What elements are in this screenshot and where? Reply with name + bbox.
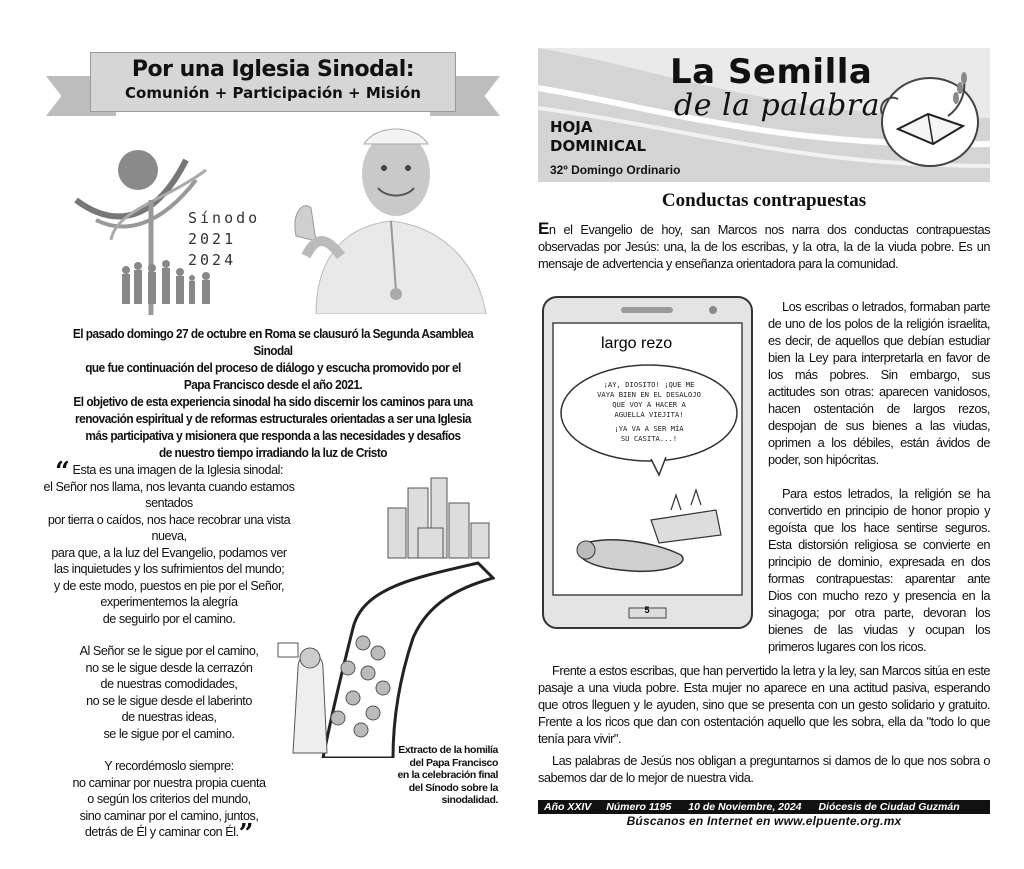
synod-line: 2024 xyxy=(188,251,237,269)
masthead xyxy=(538,48,990,182)
extract-line: del Papa Francisco xyxy=(409,756,498,769)
intro-line: renovación espiritual y de reformas estructurales orientadas a ser una Iglesia xyxy=(75,412,471,426)
open-quote-mark: “ xyxy=(54,457,70,487)
synod-line: 2021 xyxy=(188,230,237,248)
hoja-line: DOMINICAL xyxy=(550,137,647,155)
intro-paragraph xyxy=(52,326,494,462)
bubble-line: AGUELLA VIEJITA! xyxy=(614,410,684,419)
bubble-line: ¡YA VA A SER MÍA xyxy=(614,424,684,433)
synod-line: Sínodo xyxy=(188,209,261,227)
quote-line: sino caminar por el camino, juntos, xyxy=(79,808,259,823)
footer-diocese: Diócesis de Ciudad Guzmán xyxy=(818,801,960,813)
homily-extract-caption xyxy=(358,744,498,807)
issue-footer-bar xyxy=(538,800,990,814)
right-page xyxy=(538,40,990,840)
svg-text:5: 5 xyxy=(644,605,650,615)
hoja-dominical xyxy=(550,118,646,156)
quote-stanza-3 xyxy=(38,758,300,849)
quote-line: por tierra o caídos, nos hace recobrar una vista nueva, xyxy=(47,512,291,543)
scribes-column xyxy=(768,298,990,672)
quote-line: Al Señor se le sigue por el camino, xyxy=(79,644,259,658)
intro-line: de nuestro tiempo irradiando la luz de Cristo xyxy=(158,446,388,460)
intro-line: que fue continuación del proceso de diálogo y escucha promovido por el xyxy=(85,361,461,375)
quote-line: experimentemos la alegría xyxy=(100,595,238,609)
quote-line: de seguirlo por el camino. xyxy=(102,611,236,626)
intro-line: Papa Francisco desde el año 2021. xyxy=(183,378,363,392)
sunday-label: 32º Domingo Ordinario xyxy=(550,163,681,177)
footer-date: 10 de Noviembre, 2024 xyxy=(688,801,802,813)
masthead-title: La Semilla xyxy=(670,52,873,92)
cartoon-title: largo rezo xyxy=(601,335,673,352)
bubble-line: QUE VOY A HACER A xyxy=(612,400,686,409)
article-intro-paragraph xyxy=(538,220,990,272)
widow-paragraph: Frente a estos escribas, que han pervertido la letra y la ley, san Marcos sitúa en este pasaje a una viuda pobre. Esta mujer no aparece en una actitud pasiva, esperando que otros lleguen y le ayuden, sino que se presenta con un gesto solidario y gratuito. Frente a los ricos que dan con ostentación aquello que les sobra, ella da "todo lo que tenía para vivir". xyxy=(538,663,990,746)
article-title: Conductas contrapuestas xyxy=(661,190,867,211)
bible-wheat-emblem xyxy=(868,54,990,174)
quote-line: detrás de Él y caminar con Él. xyxy=(84,825,239,839)
quote-line: para que, a la luz del Evangelio, podamos ver xyxy=(51,545,287,560)
footer-number: Número 1195 xyxy=(606,801,672,813)
banner-title: Por una Iglesia Sinodal: xyxy=(131,57,415,82)
cartoon-phone-illustration xyxy=(541,295,754,630)
quote-line: Y recordémoslo siempre: xyxy=(104,759,234,773)
pilgrim-road-illustration xyxy=(243,468,495,758)
masthead-subtitle: de la palabra xyxy=(674,88,881,123)
intro-line: El pasado domingo 27 de octubre en Roma se clausuró la Segunda Asamblea Sinodal xyxy=(72,327,474,358)
extract-line: en la celebración final xyxy=(397,769,498,781)
quote-line: o según los criterios del mundo, xyxy=(87,792,251,806)
synod-years xyxy=(188,208,260,271)
quote-line: no se le sigue desde la cerrazón xyxy=(85,660,253,675)
bubble-line: VAYA BIEN EN EL DESALOJO xyxy=(597,390,701,399)
quote-line: Esta es una imagen de la Iglesia sinodal: xyxy=(72,463,284,477)
footer-year: Año XXIV xyxy=(544,801,592,813)
left-page xyxy=(38,40,508,849)
banner-subtitle: Comunión + Participación + Misión xyxy=(125,84,421,102)
footer-website: Búscanos en Internet en www.elpuente.org.mx xyxy=(626,814,902,828)
intro-line: El objetivo de esta experiencia sinodal ha sido discernir los caminos para una xyxy=(73,395,473,409)
close-quote-mark: ” xyxy=(238,819,254,849)
closing-paragraph: Las palabras de Jesús nos obligan a preguntarnos si damos de lo que nos sobra o sabemos dar de lo mejor de nuestra vida. xyxy=(538,753,990,785)
bubble-line: ¡AY, DIOSITO! ¡QUE ME xyxy=(603,380,695,389)
quote-line: de nuestras ideas, xyxy=(121,710,217,724)
quote-line: y de este modo, puestos en pie por el Señor, xyxy=(53,578,285,593)
scribes-paragraph-2: Para estos letrados, la religión se ha convertido en principio de honor propio y egoísta que los hace sentirse seguros. Esta distorsión religiosa se convierte en principio de dominio, expresada en dos formas contrapuestas: aparentar ante Dios con mucho rezo y presencia en la sinagoga; por otra parte, devoran los bienes de las viudas y ocupan los primeros lugares con los ricos. xyxy=(768,486,990,654)
scribes-paragraph-1: Los escribas o letrados, formaban parte de uno de los polos de la religión israelita, es decir, de aquellos que debían estudiar bien la Ley para interpretarla en favor de los más pobres. Sin embargo, sus actitudes son otras: aparecen vanidosos, hacen ostentación de largos rezos, despojan de sus bienes a las viudas, oprimen a los débiles, están ávidos de poder, son hipócritas. xyxy=(768,299,990,467)
quote-line: las inquietudes y los sufrimientos del mundo; xyxy=(53,562,285,576)
intro-text: n el Evangelio de hoy, san Marcos nos narra dos conductas contrapuestas observadas por Jesús: una, la de los escribas, y la otra, la de la viuda pobre. Es un mensaje de advertencia y enseñanza orientadora para la comunidad. xyxy=(538,222,990,271)
banner-box xyxy=(90,52,456,112)
quote-line: se le sigue por el camino. xyxy=(103,726,235,741)
bubble-line: SU CASITA...! xyxy=(620,434,678,443)
intro-line: más participativa y misionera que responda a las necesidades y desafíos xyxy=(85,429,461,443)
hoja-line: HOJA xyxy=(550,118,593,136)
quote-line: no caminar por nuestra propia cuenta xyxy=(72,775,266,790)
pope-francis-photo xyxy=(286,116,496,314)
quote-line: de nuestras comodidades, xyxy=(100,677,238,691)
extract-line: Extracto de la homilía xyxy=(398,744,498,756)
quote-line: el Señor nos llama, nos levanta cuando estamos sentados xyxy=(43,479,295,510)
quote-line: no se le sigue desde el laberinto xyxy=(86,693,252,708)
extract-line: del Sínodo sobre la sinodalidad. xyxy=(408,781,498,806)
drop-cap: E xyxy=(538,219,549,238)
